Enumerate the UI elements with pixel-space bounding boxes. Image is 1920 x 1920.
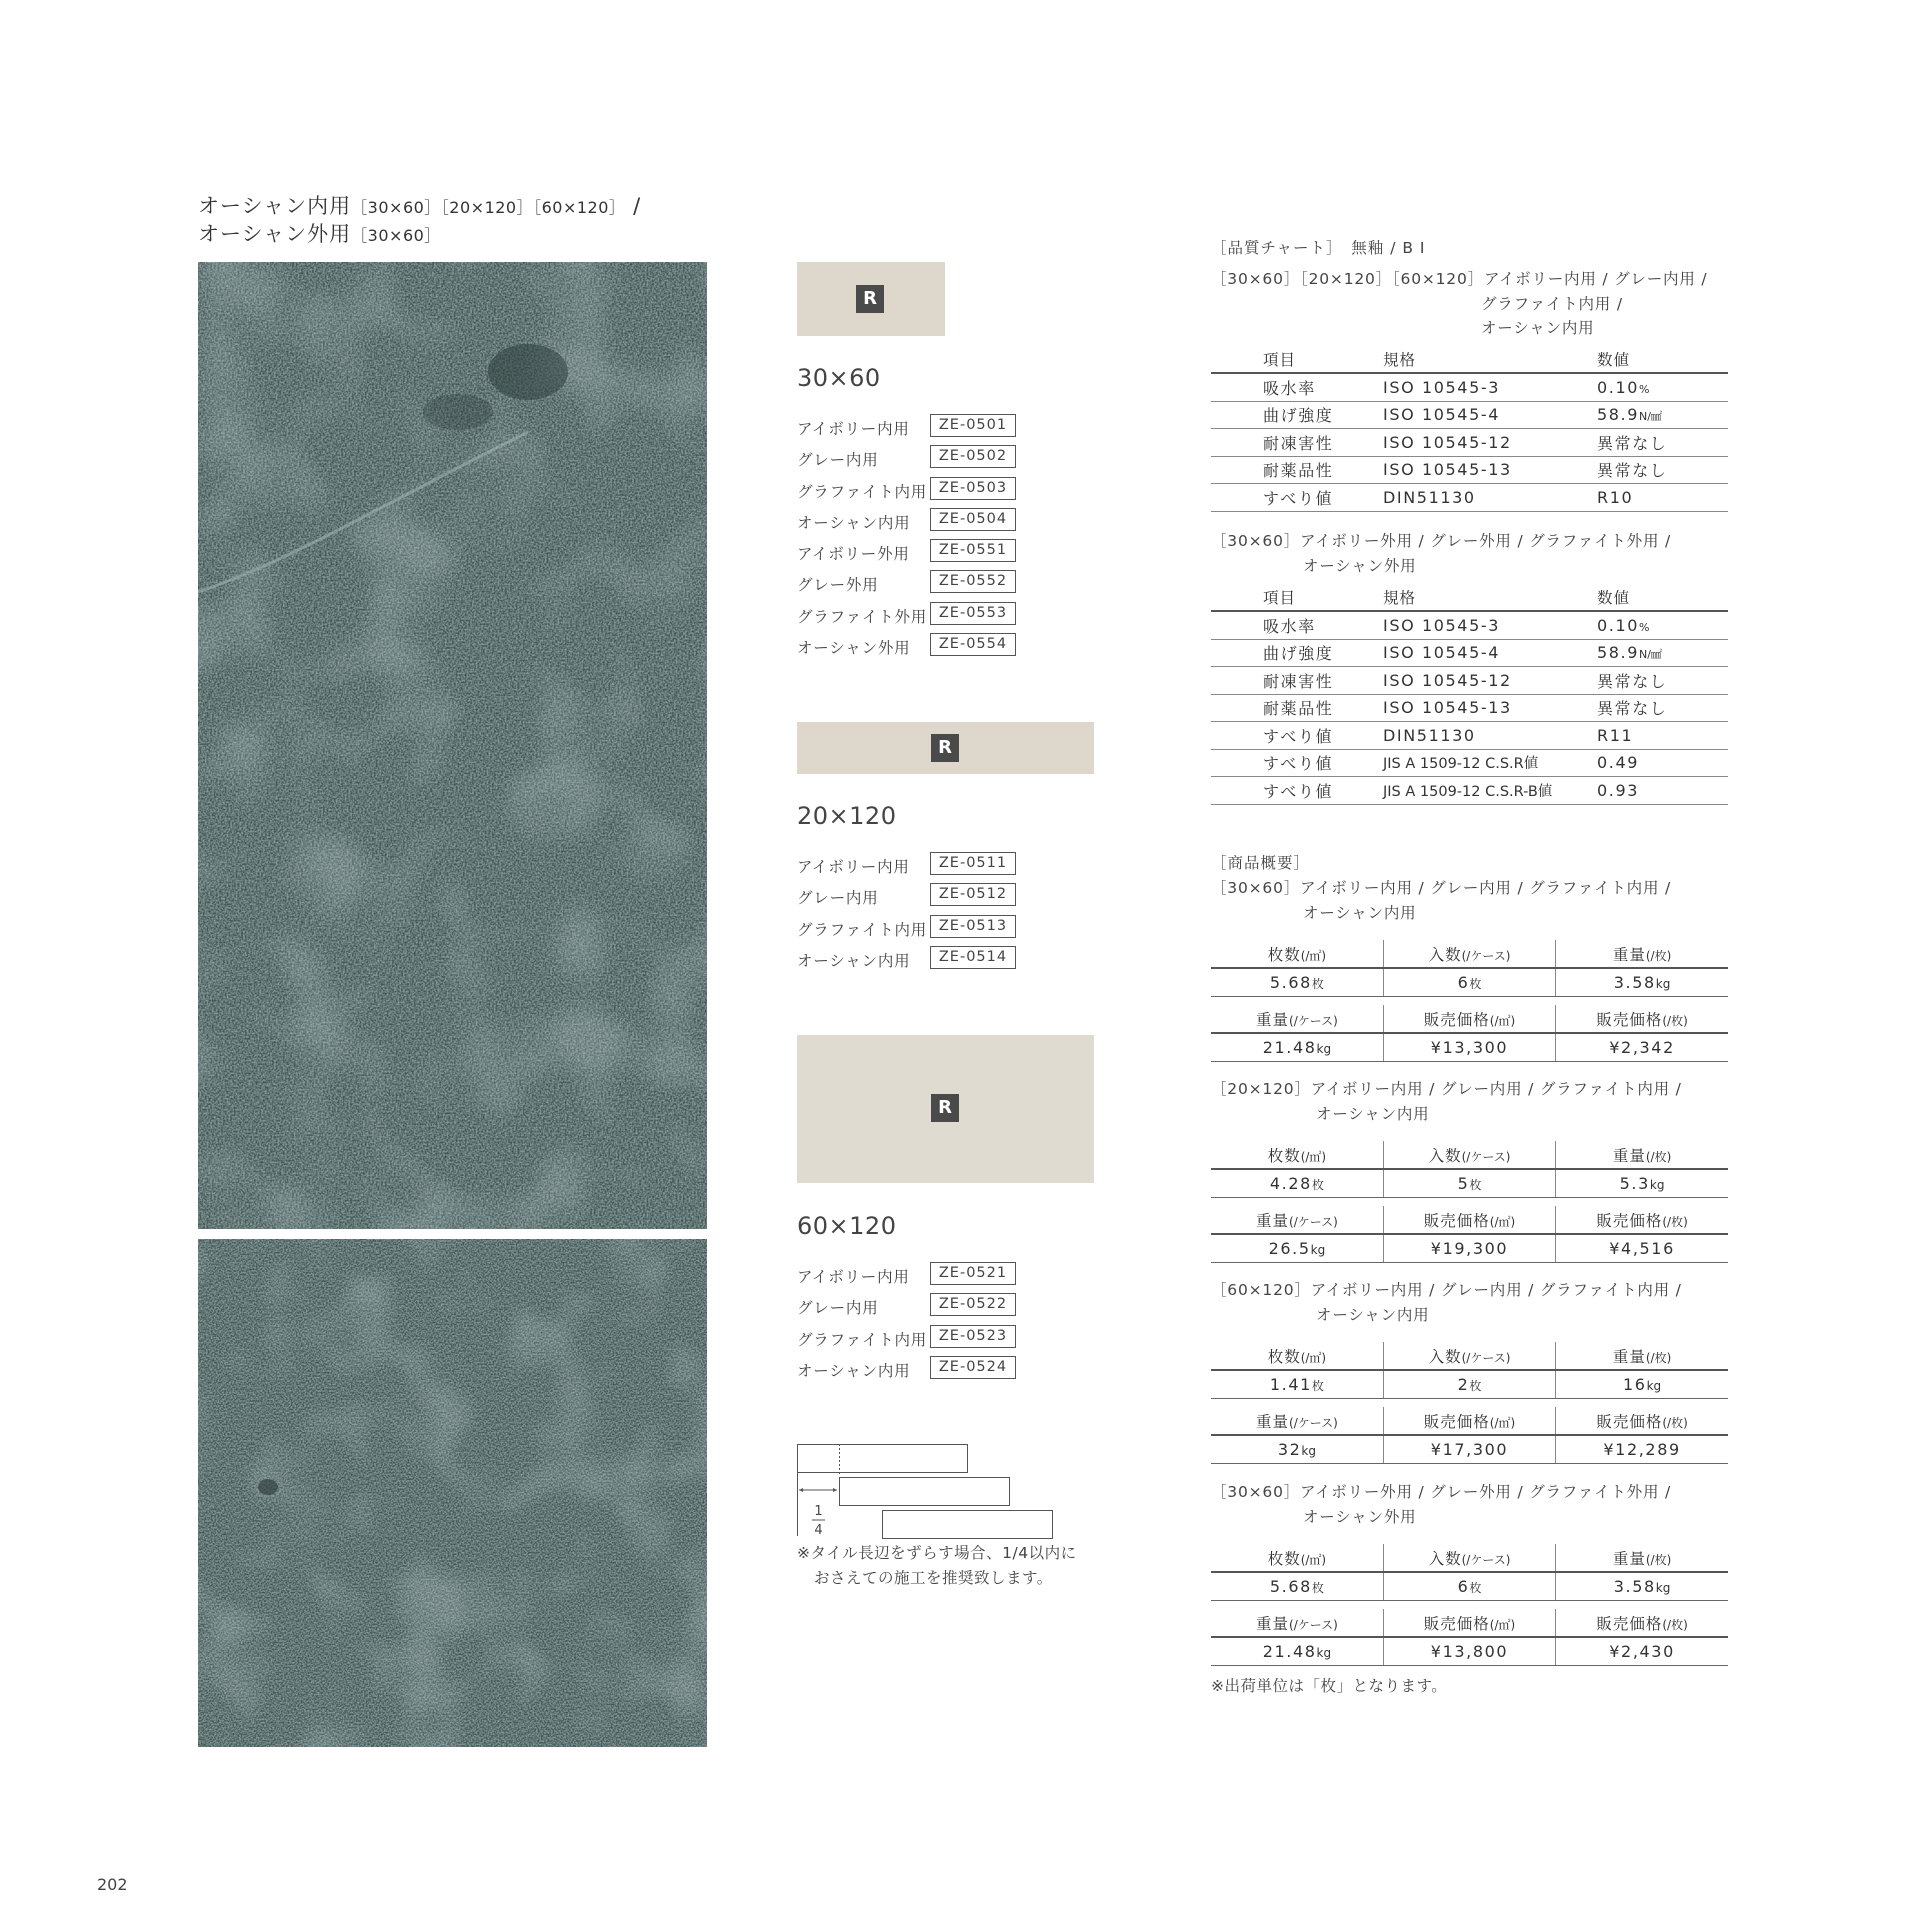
size-heading-20x120: 20×120 <box>797 802 897 830</box>
summary-table-price <box>1211 1407 1728 1464</box>
table-row: 吸水率 ISO 10545-3 0.10% <box>1211 611 1728 639</box>
product-code: ZE-0551 <box>930 539 1016 562</box>
tile-swatch-30x60 <box>797 262 945 336</box>
stone-texture-photo-small <box>198 1239 707 1747</box>
table-row: 5.68枚 6枚 3.58kg <box>1211 1572 1728 1601</box>
table-header-row: 項目 規格 数値 <box>1211 584 1728 611</box>
r-rating-badge: R <box>856 285 884 313</box>
table-row: 耐凍害性 ISO 10545-12 異常なし <box>1211 429 1728 457</box>
offset-note-line2: おさえての施工を推奨致します。 <box>814 1569 1053 1587</box>
summary-group-label: ［60×120］アイボリー内用 / グレー内用 / グラファイト内用 / オーシャン内用 <box>1211 1281 1682 1324</box>
table-row: 耐薬品性 ISO 10545-13 異常なし <box>1211 694 1728 722</box>
product-code: ZE-0513 <box>930 915 1016 938</box>
table-row: すべり値 DIN51130 R10 <box>1211 484 1728 512</box>
table-row: 32kg ¥17,300 ¥12,289 <box>1211 1435 1728 1464</box>
table-row: 5.68枚 6枚 3.58kg <box>1211 968 1728 997</box>
table-row: 曲げ強度 ISO 10545-4 58.9N/㎟ <box>1211 401 1728 429</box>
offset-note-line1: ※タイル長辺をずらす場合、1/4以内に <box>797 1544 1077 1562</box>
table-row: すべり値 JIS A 1509-12 C.S.R-B値 0.93 <box>1211 777 1728 805</box>
table-row: 21.48kg ¥13,800 ¥2,430 <box>1211 1637 1728 1666</box>
product-code: ZE-0514 <box>930 946 1016 969</box>
summary-table-price <box>1211 1005 1728 1062</box>
r-rating-badge: R <box>931 1094 959 1122</box>
table-row: 耐薬品性 ISO 10545-13 異常なし <box>1211 456 1728 484</box>
product-code: ZE-0552 <box>930 570 1016 593</box>
table-row: すべり値 JIS A 1509-12 C.S.R値 0.49 <box>1211 749 1728 777</box>
product-code: ZE-0503 <box>930 477 1016 500</box>
summary-table-count <box>1211 940 1728 997</box>
summary-table-count <box>1211 1342 1728 1399</box>
table-header-row: 枚数(/㎡) 入数(/ケース) 重量(/枚) <box>1211 940 1728 968</box>
table-row: 4.28枚 5枚 5.3kg <box>1211 1169 1728 1198</box>
title-sizes-exterior: ［30×60］ <box>351 226 441 245</box>
product-code: ZE-0521 <box>930 1262 1016 1285</box>
tile-offset-diagram <box>797 1440 1057 1540</box>
summary-table-price <box>1211 1609 1728 1666</box>
table-row: 21.48kg ¥13,300 ¥2,342 <box>1211 1033 1728 1062</box>
shipping-footnote: ※出荷単位は「枚」となります。 <box>1211 1677 1448 1695</box>
summary-group-label: ［30×60］アイボリー外用 / グレー外用 / グラファイト外用 / オーシャン外用 <box>1211 1483 1672 1526</box>
size-heading-30x60: 30×60 <box>797 364 881 392</box>
r-rating-badge: R <box>931 734 959 762</box>
table-row: 曲げ強度 ISO 10545-4 58.9N/㎟ <box>1211 639 1728 667</box>
table-header-row: 枚数(/㎡) 入数(/ケース) 重量(/枚) <box>1211 1141 1728 1169</box>
product-code: ZE-0512 <box>930 883 1016 906</box>
quality-table-interior <box>1211 346 1728 512</box>
summary-heading: ［商品概要］ <box>1211 854 1311 872</box>
page-number: 202 <box>97 1875 128 1894</box>
product-code: ZE-0504 <box>930 508 1016 531</box>
table-header-row: 項目 規格 数値 <box>1211 346 1728 373</box>
title-name-exterior: オーシャン外用 <box>198 222 352 246</box>
summary-table-price <box>1211 1206 1728 1263</box>
product-code: ZE-0523 <box>930 1325 1016 1348</box>
product-code: ZE-0554 <box>930 633 1016 656</box>
summary-group-label: ［20×120］アイボリー内用 / グレー内用 / グラファイト内用 / オーシャン内用 <box>1211 1080 1682 1123</box>
summary-group-label: ［30×60］アイボリー内用 / グレー内用 / グラファイト内用 / オーシャン内用 <box>1211 879 1672 922</box>
table-header-row: 枚数(/㎡) 入数(/ケース) 重量(/枚) <box>1211 1342 1728 1370</box>
summary-table-count <box>1211 1141 1728 1198</box>
page-title <box>198 193 641 249</box>
summary-table-count <box>1211 1544 1728 1601</box>
table-header-row: 重量(/ケース) 販売価格(/㎡) 販売価格(/枚) <box>1211 1609 1728 1637</box>
fraction-denominator: 4 <box>814 1523 823 1538</box>
table-header-row: 重量(/ケース) 販売価格(/㎡) 販売価格(/枚) <box>1211 1206 1728 1234</box>
quality-table-exterior <box>1211 584 1728 805</box>
stone-texture-photo-large <box>198 262 707 1229</box>
title-name-interior: オーシャン内用 <box>198 194 352 218</box>
table-row: 1.41枚 2枚 16kg <box>1211 1370 1728 1399</box>
table-header-row: 重量(/ケース) 販売価格(/㎡) 販売価格(/枚) <box>1211 1407 1728 1435</box>
table-row: 吸水率 ISO 10545-3 0.10% <box>1211 373 1728 401</box>
tile-swatch-20x120 <box>797 722 1094 774</box>
product-code: ZE-0502 <box>930 445 1016 468</box>
product-code: ZE-0501 <box>930 414 1016 437</box>
offset-note <box>797 1541 1077 1591</box>
table-header-row: 枚数(/㎡) 入数(/ケース) 重量(/枚) <box>1211 1544 1728 1572</box>
quality-group2-label: ［30×60］アイボリー外用 / グレー外用 / グラファイト外用 / オーシャン外用 <box>1211 532 1672 575</box>
product-code: ZE-0511 <box>930 852 1016 875</box>
table-header-row: 重量(/ケース) 販売価格(/㎡) 販売価格(/枚) <box>1211 1005 1728 1033</box>
title-sizes-interior: ［30×60］［20×120］［60×120］ <box>351 198 626 217</box>
table-row: 26.5kg ¥19,300 ¥4,516 <box>1211 1234 1728 1263</box>
title-separator: / <box>633 194 642 218</box>
table-row: 耐凍害性 ISO 10545-12 異常なし <box>1211 667 1728 695</box>
product-code: ZE-0553 <box>930 602 1016 625</box>
product-code: ZE-0524 <box>930 1356 1016 1379</box>
quality-group1-label: ［30×60］［20×120］［60×120］アイボリー内用 / グレー内用 / グラファイト内用 / オーシャン内用 <box>1211 270 1708 337</box>
size-heading-60x120: 60×120 <box>797 1212 897 1240</box>
table-row: すべり値 DIN51130 R11 <box>1211 722 1728 750</box>
product-code: ZE-0522 <box>930 1293 1016 1316</box>
tile-swatch-60x120 <box>797 1035 1094 1183</box>
fraction-numerator: 1 <box>814 1504 823 1519</box>
quality-chart-heading: ［品質チャート］ 無釉 / B I <box>1211 239 1426 257</box>
